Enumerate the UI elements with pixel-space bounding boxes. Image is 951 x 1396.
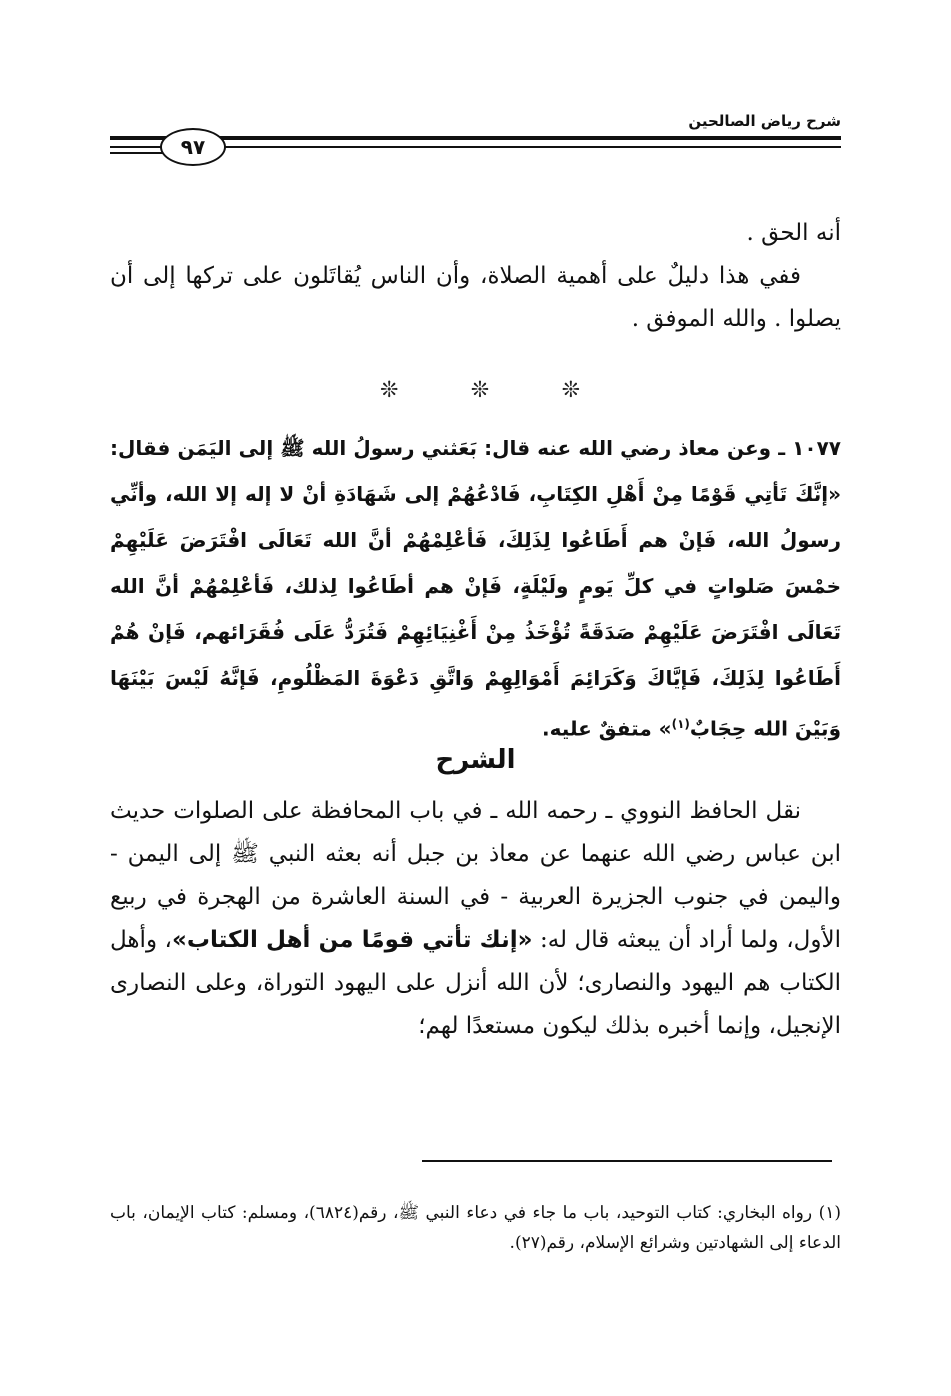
footnote-text: (١) رواه البخاري: كتاب التوحيد، باب ما جاء في دعاء النبي ﷺ، رقم(٦٨٢٤)، ومسلم: كتاب الإيمان، باب الدعاء إلى الشهادتين وشرائع الإسلام، رقم(٢٧). bbox=[110, 1203, 841, 1253]
hadith-block bbox=[110, 425, 841, 752]
hadith-closing: » متفقٌ عليه. bbox=[542, 716, 672, 741]
commentary-block bbox=[110, 790, 841, 1048]
commentary-part-1: نقل الحافظ النووي ـ رحمه الله ـ في باب المحافظة على الصلوات حديث ابن عباس رضي الله عنهما عن معاذ بن جبل أنه بعثه النبي ﷺ إلى اليمن - واليمن في جنوب الجزيرة العربية - في السنة العاشرة من الهجرة في ربيع الأول، ولما أراد أن يبعثه قال له: bbox=[110, 798, 842, 953]
separator-star-icon: ❊ bbox=[380, 378, 399, 403]
running-header-title: شرح رياض الصالحين bbox=[688, 112, 841, 130]
intro-paragraph: ففي هذا دليلٌ على أهمية الصلاة، وأن الناس يُقاتَلون على تركها إلى أن يصلوا . والله الموفق . bbox=[110, 263, 841, 332]
separator-star-icon: ❊ bbox=[561, 378, 580, 403]
footnote-marker: (١) bbox=[671, 717, 690, 731]
hadith-body: ١٠٧٧ ـ وعن معاذ رضي الله عنه قال: بَعَثني رسولُ الله ﷺ إلى اليَمَن فقال: «إنَّكَ تَأتِي قَوْمًا مِنْ أَهْلِ الكِتَابِ، فَادْعُهُمْ إلى شَهَادَةِ أنْ لا إله إلا الله، وأنِّي رسولُ الله، فَإنْ هم أَطَاعُوا لِذَلِكَ، فَأعْلِمْهُمْ أنَّ الله تَعَالَى افْتَرَضَ عَلَيْهِمْ خمْسَ صَلواتٍ في كلِّ يَومٍ ولَيْلَةٍ، فَإنْ هم أطَاعُوا لِذلك، فَأعْلِمْهُمْ أنَّ الله تَعَالَى افْتَرَضَ عَلَيْهِمْ صَدَقَةً تُؤْخَذُ مِنْ أَغْنِيَائِهِمْ فَتُرَدُّ عَلَى فُقَرَائهم، فَإنْ هُمْ أَطَاعُوا لِذَلِكَ، فَإيَّاكَ وَكَرَائِمَ أَمْوَالِهِمْ وَاتَّقِ دَعْوَةَ المَظْلُومِ، فَإنَّهُ لَيْسَ بَيْنَهَا وَبَيْنَ الله حِجَابٌ bbox=[110, 436, 841, 741]
page-number-badge: ٩٧ bbox=[160, 128, 226, 166]
hadith-text bbox=[110, 425, 841, 752]
section-separator bbox=[380, 378, 580, 403]
separator-star-icon: ❊ bbox=[470, 378, 490, 403]
footnote-block bbox=[110, 1198, 841, 1258]
commentary-part-2: ، وأهل الكتاب هم اليهود والنصارى؛ لأن الله أنزل على اليهود التوراة، وعلى النصارى الإنجيل، وإنما أخبره بذلك ليكون مستعدًا لهم؛ bbox=[110, 927, 841, 1039]
intro-block bbox=[110, 212, 841, 341]
section-heading: الشرح bbox=[435, 745, 516, 775]
footnote-rule bbox=[422, 1160, 832, 1162]
intro-line: أنه الحق . bbox=[746, 220, 841, 246]
commentary-paragraph bbox=[110, 790, 841, 1048]
commentary-quote: «إنك تأتي قومًا من أهل الكتاب» bbox=[171, 927, 533, 953]
